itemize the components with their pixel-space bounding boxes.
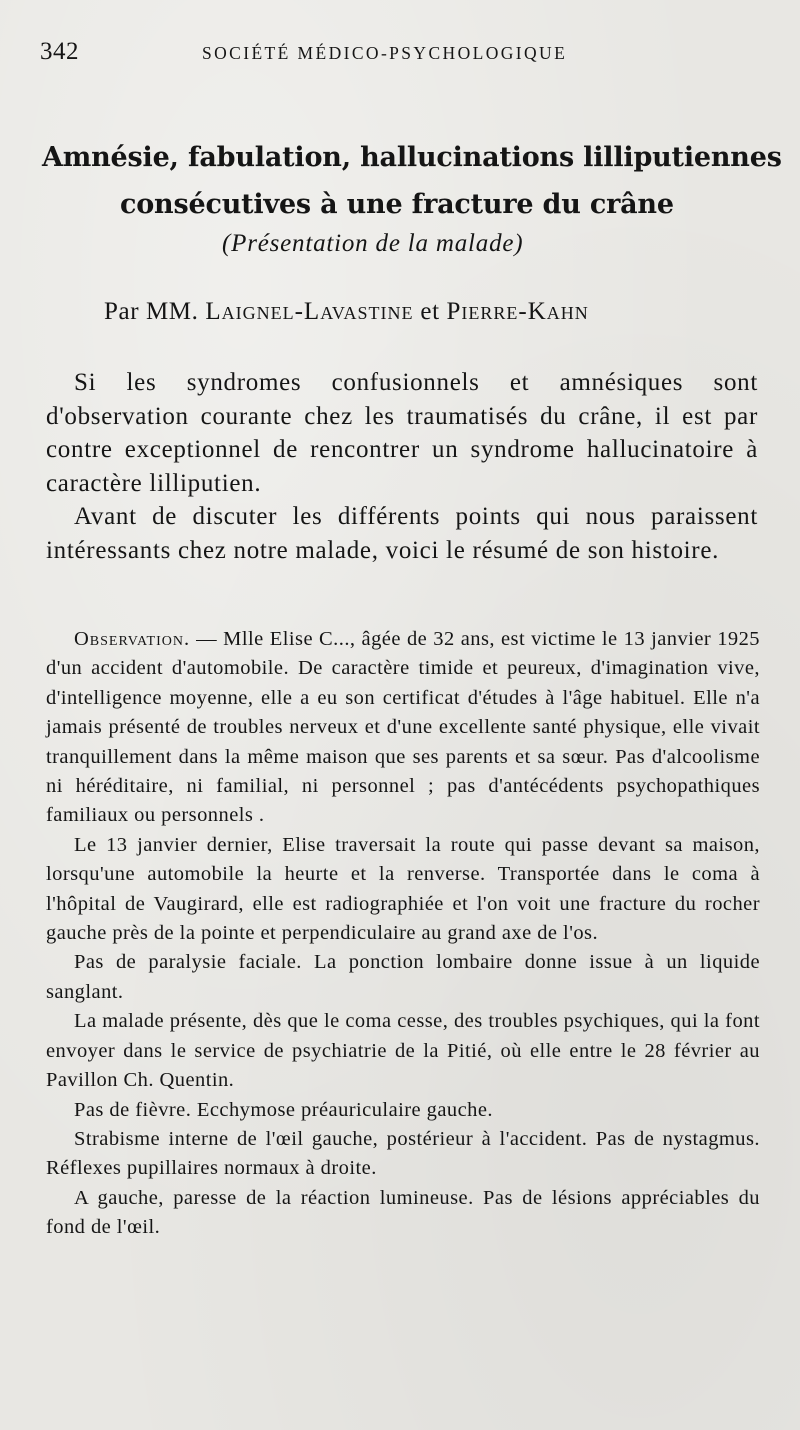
running-head [40,38,620,68]
article-title-line-1: Amnésie, fabulation, hallucinations lilliputiennes [42,142,782,173]
article-title-line-2: consécutives à une fracture du crâne [120,189,674,220]
journal-title: SOCIÉTÉ MÉDICO-PSYCHOLOGIQUE [202,43,568,63]
intro-paragraph-2: Avant de discuter les différents points qui nous paraissent intéressants chez notre malade, voici le résumé de son histoire. [46,503,758,564]
intro-paragraph-1: Si les syndromes confusionnels et amnésiques sont d'observation courante chez les traumatisés du crâne, il est par contre exceptionnel de rencontrer un syndrome hallucinatoire à caractère lilliputien. [46,369,758,497]
authors-prefix: Par MM. [104,298,199,325]
observation-paragraph-1 [46,625,760,831]
observation-paragraph-6: Strabisme interne de l'œil gauche, postérieur à l'accident. Pas de nystagmus. Réflexes pupillaires normaux à droite. [46,1127,760,1180]
authors-line [104,298,589,326]
article-subtitle: (Présentation de la malade) [222,230,524,257]
author-2: Pierre-Kahn [446,298,589,325]
observation-paragraph-2: Le 13 janvier dernier, Elise traversait la route qui passe devant sa maison, lorsqu'une automobile la heurte et la renverse. Transportée dans le coma à l'hôpital de Vaugirard, elle est radiographiée et l'on voit une fracture du rocher gauche près de la pointe et perpendiculaire au grand axe de l'os. [46,833,760,945]
observation-paragraph-7: A gauche, paresse de la réaction lumineuse. Pas de lésions appréciables du fond de l'œil. [46,1186,760,1239]
observation-paragraph-3: Pas de paralysie faciale. La ponction lombaire donne issue à un liquide sanglant. [46,951,760,1003]
article-title [40,134,782,228]
observation-paragraph-5: Pas de fièvre. Ecchymose préauriculaire gauche. [74,1098,493,1121]
observation-paragraph-4: La malade présente, dès que le coma cesse, des troubles psychiques, qui la font envoyer dans le service de psychiatrie de la Pitié, où elle entre le 28 février au Pavillon Ch. Quentin. [46,1010,760,1092]
page-number: 342 [40,38,79,65]
author-1: Laignel-Lavastine [205,298,414,325]
introduction [46,366,758,567]
observation-paragraph-1-text: — Mlle Elise C..., âgée de 32 ans, est victime le 13 janvier 1925 d'un accident d'automobile. De caractère timide et peureux, d'imagination vive, d'intelligence moyenne, elle a eu son certificat d'études à l'âge habituel. Elle n'a jamais présenté de troubles nerveux et d'une excellente santé physique, elle vivait tranquillement dans la même maison que ses parents et sa sœur. Pas d'alcoolisme ni héréditaire, ni familial, ni personnel ; pas d'antécédents psychopathiques familiaux ou personnels . [46,628,760,827]
observation-label: Observation. [74,628,191,650]
observation-section [46,625,760,1243]
authors-conjunction: et [420,298,440,325]
